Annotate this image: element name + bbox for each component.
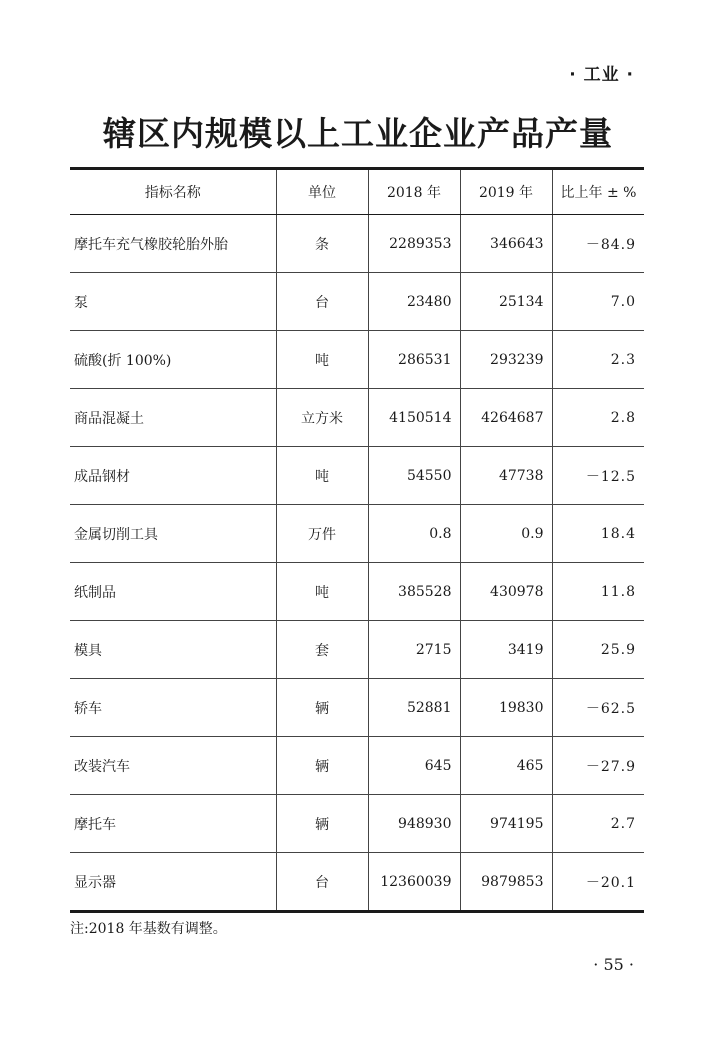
cell-unit: 立方米 [276, 389, 368, 447]
cell-unit: 条 [276, 215, 368, 273]
table-header-row [70, 169, 644, 215]
cell-value-2019: 9879853 [460, 853, 552, 912]
cell-value-2018: 4150514 [368, 389, 460, 447]
page-title: 辖区内规模以上工业企业产品产量 [103, 114, 613, 153]
cell-unit: 吨 [276, 563, 368, 621]
table-row [70, 679, 644, 737]
cell-change-percent: 2.7 [552, 795, 644, 853]
page-number: · 55 · [593, 955, 634, 974]
cell-value-2018: 2289353 [368, 215, 460, 273]
column-header-2018: 2018 年 [368, 169, 460, 215]
cell-value-2019: 0.9 [460, 505, 552, 563]
column-header-unit: 单位 [276, 169, 368, 215]
cell-unit: 吨 [276, 447, 368, 505]
table-row [70, 447, 644, 505]
cell-change-percent: －20.1 [552, 853, 644, 912]
cell-indicator-name: 商品混凝土 [70, 389, 276, 447]
table-row [70, 795, 644, 853]
cell-value-2019: 19830 [460, 679, 552, 737]
cell-value-2018: 0.8 [368, 505, 460, 563]
cell-indicator-name: 轿车 [70, 679, 276, 737]
cell-change-percent: －84.9 [552, 215, 644, 273]
cell-indicator-name: 改装汽车 [70, 737, 276, 795]
cell-change-percent: －27.9 [552, 737, 644, 795]
cell-value-2019: 4264687 [460, 389, 552, 447]
cell-value-2019: 465 [460, 737, 552, 795]
cell-value-2018: 385528 [368, 563, 460, 621]
product-output-table [70, 167, 644, 913]
cell-value-2018: 54550 [368, 447, 460, 505]
cell-unit: 吨 [276, 331, 368, 389]
cell-change-percent: －12.5 [552, 447, 644, 505]
cell-indicator-name: 显示器 [70, 853, 276, 912]
cell-unit: 辆 [276, 795, 368, 853]
cell-value-2019: 293239 [460, 331, 552, 389]
cell-indicator-name: 纸制品 [70, 563, 276, 621]
cell-change-percent: 2.3 [552, 331, 644, 389]
cell-change-percent: 11.8 [552, 563, 644, 621]
column-header-name: 指标名称 [70, 169, 276, 215]
table-row [70, 389, 644, 447]
cell-indicator-name: 泵 [70, 273, 276, 331]
cell-change-percent: －62.5 [552, 679, 644, 737]
table-row [70, 563, 644, 621]
cell-value-2019: 430978 [460, 563, 552, 621]
cell-unit: 万件 [276, 505, 368, 563]
table-row [70, 621, 644, 679]
cell-value-2018: 286531 [368, 331, 460, 389]
cell-unit: 辆 [276, 737, 368, 795]
cell-value-2018: 12360039 [368, 853, 460, 912]
cell-value-2018: 2715 [368, 621, 460, 679]
cell-indicator-name: 金属切削工具 [70, 505, 276, 563]
cell-change-percent: 2.8 [552, 389, 644, 447]
cell-value-2019: 3419 [460, 621, 552, 679]
cell-unit: 台 [276, 273, 368, 331]
column-header-2019: 2019 年 [460, 169, 552, 215]
cell-value-2019: 25134 [460, 273, 552, 331]
table-row [70, 273, 644, 331]
cell-value-2018: 948930 [368, 795, 460, 853]
table-row [70, 853, 644, 912]
cell-unit: 台 [276, 853, 368, 912]
cell-value-2019: 974195 [460, 795, 552, 853]
cell-indicator-name: 摩托车充气橡胶轮胎外胎 [70, 215, 276, 273]
table-row [70, 331, 644, 389]
cell-indicator-name: 模具 [70, 621, 276, 679]
footnote: 注:2018 年基数有调整。 [70, 921, 227, 937]
table-row [70, 215, 644, 273]
cell-change-percent: 18.4 [552, 505, 644, 563]
cell-unit: 套 [276, 621, 368, 679]
cell-value-2019: 346643 [460, 215, 552, 273]
column-header-change: 比上年 ± % [552, 169, 644, 215]
cell-indicator-name: 成品钢材 [70, 447, 276, 505]
table-row [70, 505, 644, 563]
cell-value-2018: 645 [368, 737, 460, 795]
cell-change-percent: 25.9 [552, 621, 644, 679]
product-output-table-wrapper [70, 167, 644, 913]
cell-value-2019: 47738 [460, 447, 552, 505]
cell-change-percent: 7.0 [552, 273, 644, 331]
table-row [70, 737, 644, 795]
cell-value-2018: 23480 [368, 273, 460, 331]
cell-unit: 辆 [276, 679, 368, 737]
section-tag: · 工业 · [569, 65, 634, 85]
cell-indicator-name: 硫酸(折 100%) [70, 331, 276, 389]
cell-value-2018: 52881 [368, 679, 460, 737]
cell-indicator-name: 摩托车 [70, 795, 276, 853]
